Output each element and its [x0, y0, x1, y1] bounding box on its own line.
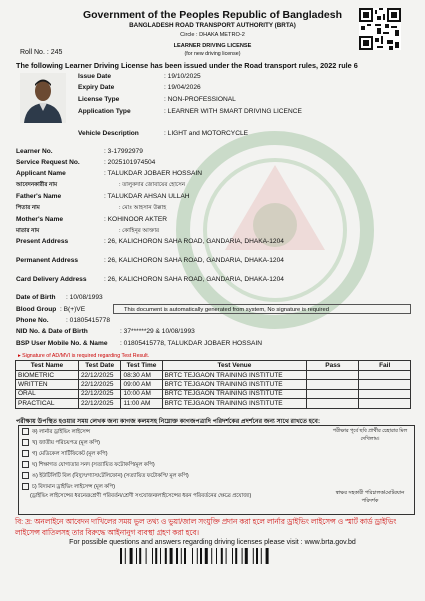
table-cell	[307, 371, 359, 380]
gov-title: Government of the Peoples Republic of Bangladesh	[82, 9, 343, 21]
field-label: পিতার নাম	[16, 205, 40, 211]
field-value: : মোঃ আহসান উল্লাহ	[119, 205, 167, 211]
table-row	[16, 380, 411, 389]
checklist-item: ক) লার্নার ড্রাইভিং লাইসেন্স	[22, 428, 90, 437]
barcode-bar	[139, 548, 141, 564]
checklist-item: (ড্রাইভিং লাইসেন্সের ধরনের/শ্রেণী পরিবর্তন/শ্রেণী সংযোজন/লাইসেন্সের ধরন পরিবর্তনের ক্ষেত্রে প্রযোজ্য)	[30, 493, 252, 499]
barcode-bar	[125, 548, 126, 564]
table-cell: BRTC TEJGAON TRAINING INSTITUTE	[162, 399, 307, 408]
signature-note: ▸ Signature of AD/MVI is required regarding Test Result.	[18, 353, 150, 359]
barcode-bar	[160, 548, 161, 564]
circle-name: Circle : DHAKA METRO-2	[180, 32, 245, 38]
field-label: Service Request No.	[16, 159, 80, 166]
table-cell: BIOMETRIC	[16, 371, 79, 380]
table-cell: 09:00 AM	[121, 380, 162, 389]
field-value: : B(+)VE	[60, 306, 86, 313]
field-label: Vehicle Description	[78, 130, 139, 137]
field-value: : 19/10/2025	[164, 73, 201, 80]
table-cell	[359, 371, 411, 380]
column-header: Pass	[307, 361, 359, 371]
authority-name: BANGLADESH ROAD TRANSPORT AUTHORITY (BRTA)	[129, 22, 296, 29]
table-cell: 22/12/2025	[78, 371, 121, 380]
column-header: Test Date	[78, 361, 121, 371]
field-value: : 3-17992979	[104, 148, 143, 155]
table-row	[16, 399, 411, 408]
barcode-bar	[130, 548, 133, 564]
column-header: Test Time	[121, 361, 162, 371]
field-value: : NON-PROFESSIONAL	[164, 96, 236, 103]
brta-emblem-watermark	[175, 130, 375, 330]
barcode	[120, 548, 310, 564]
barcode-bar	[245, 548, 248, 564]
checkbox-icon	[22, 428, 29, 435]
field-value: : 01805415778	[66, 317, 111, 324]
field-value: : 19/04/2026	[164, 84, 201, 91]
barcode-bar	[197, 548, 198, 564]
qr-code	[359, 8, 401, 50]
field-label: Permanent Address	[16, 257, 79, 264]
table-cell: 22/12/2025	[78, 389, 121, 398]
field-value: : 37******29 & 10/08/1993	[120, 328, 195, 335]
table-cell	[307, 389, 359, 398]
checklist-title: পরীক্ষায় উপস্থিত হওয়ার সময় লেখক জন্য কাগজ কলমসহ নিম্নোক্ত কাগজপত্রাদি পরিদর্শকের প্রদর্শনের জন্য সাথে রাখতে হবে:	[16, 418, 321, 425]
table-cell	[359, 389, 411, 398]
barcode-bar	[266, 548, 269, 564]
field-value: : 01805415778, TALUKDAR JOBAER HOSSAIN	[120, 340, 262, 347]
field-label: Date of Birth	[16, 294, 56, 301]
table-cell: BRTC TEJGAON TRAINING INSTITUTE	[162, 371, 307, 380]
checkbox-icon	[22, 450, 29, 457]
field-label: Present Address	[16, 238, 69, 245]
field-value: : TALUKDAR JOBAER HOSSAIN	[104, 170, 202, 177]
barcode-bar	[253, 548, 254, 564]
barcode-bar	[176, 548, 178, 564]
barcode-bar	[136, 548, 137, 564]
field-label: মাতার নাম	[16, 228, 40, 234]
table-cell: ORAL	[16, 389, 79, 398]
fraud-warning: বি: দ্র: অনলাইনে আবেদন দাখিলের সময় ভুল তথ্য ও ভুয়া/জাল সংযুক্তি প্রদান করা হলে লার্নার ড্রাইভিং লাইসেন্স ও স্মার্ট কার্ড ড্রাইভিং লাইসেন্স বাতিলসহ তার বিরুদ্ধে আইনানুগ ব্যবস্থা গ্রহণ করা হবে।	[15, 517, 397, 537]
barcode-bar	[232, 548, 233, 564]
field-label: Applicant Name	[16, 170, 66, 177]
field-value: : TALUKDAR AHSAN ULLAH	[104, 193, 190, 200]
checklist-item: চ) বিদ্যমান ড্রাইভিং লাইসেন্স (মূল কপি)	[22, 483, 115, 492]
field-label: Father's Name	[16, 193, 62, 200]
field-value: : 10/08/1993	[66, 294, 103, 301]
table-cell: BRTC TEJGAON TRAINING INSTITUTE	[162, 389, 307, 398]
barcode-bar	[221, 548, 223, 564]
barcode-bar	[200, 548, 202, 564]
checkbox-icon	[22, 439, 29, 446]
field-value: : তালুকদার জোবায়ের হোসেন	[119, 182, 186, 188]
field-label: NID No. & Date of Birth	[16, 328, 88, 335]
column-header: Fail	[359, 361, 411, 371]
checklist-item: খ) জাতীয় পরিচয়পত্র (মূল কপি)	[22, 439, 100, 448]
table-row	[16, 371, 411, 380]
barcode-bar	[211, 548, 212, 564]
field-value: : 2025101974504	[104, 159, 156, 166]
checkbox-icon	[22, 461, 29, 468]
photo-match-note: পরীক্ষার পূর্বে ছবি প্রার্থীর চেহারার মিল দেখিলাম।	[332, 428, 408, 442]
field-label: Phone No.	[16, 317, 49, 324]
field-value: : LEARNER WITH SMART DRIVING LICENCE	[164, 108, 302, 115]
field-label: আবেদনকারীর নাম	[16, 182, 58, 188]
table-cell: 11:00 AM	[121, 399, 162, 408]
field-label: Application Type	[78, 108, 131, 115]
barcode-bar	[205, 548, 208, 564]
table-cell: PRACTICAL	[16, 399, 79, 408]
field-value: : 26, KALICHORON SAHA ROAD, GANDARIA, DHAKA-1204	[104, 238, 284, 245]
barcode-bar	[152, 548, 153, 564]
field-label: License Type	[78, 96, 120, 103]
table-cell: BRTC TEJGAON TRAINING INSTITUTE	[162, 380, 307, 389]
field-value: : 26, KALICHORON SAHA ROAD, GANDARIA, DHAKA-1204	[104, 276, 284, 283]
field-label: Learner No.	[16, 148, 53, 155]
barcode-bar	[165, 548, 167, 564]
field-label: BSP User Mobile No. & Name	[16, 340, 108, 347]
barcode-bar	[242, 548, 243, 564]
barcode-bar	[146, 548, 147, 564]
officer-signature-note: স্বাক্ষর সহকারী পরিচালক/মোটরযান পরিদর্শক	[335, 490, 405, 504]
field-label: Card Delivery Address	[16, 276, 87, 283]
checklist-item: ঙ) ইউটিলিটি বিল (বিদ্যুৎ/গ্যাস/টেলিফোন) (সত্যায়িত ফটোকপি/ মূল কপি)	[22, 472, 189, 481]
barcode-bar	[235, 548, 237, 564]
table-cell: WRITTEN	[16, 380, 79, 389]
test-schedule-table	[15, 360, 411, 409]
barcode-bar	[216, 548, 217, 564]
issue-notice: The following Learner Driving License has been issued under the Road transport rules, 2022 rule 6	[16, 61, 358, 70]
table-cell: 10:00 AM	[121, 389, 162, 398]
checkbox-icon	[22, 472, 29, 479]
barcode-bar	[192, 548, 193, 564]
applicant-photo	[20, 73, 66, 123]
barcode-bar	[226, 548, 227, 564]
license-subtitle: (for new driving license)	[184, 51, 241, 57]
field-label: Issue Date	[78, 73, 111, 80]
checklist-item: গ) মেডিকেল সার্টিফিকেট (মূল কপি)	[22, 450, 108, 459]
column-header: Test Venue	[162, 361, 307, 371]
checkbox-icon	[22, 483, 29, 490]
footer-info: For possible questions and answers regarding driving licenses please visit : www.brta.gov.bd	[69, 539, 356, 546]
table-cell: 08:30 AM	[121, 371, 162, 380]
table-cell	[307, 380, 359, 389]
system-generated-note: This document is automatically generated from system, No signature is required	[113, 304, 411, 314]
barcode-bar	[155, 548, 157, 564]
barcode-bar	[120, 548, 122, 564]
barcode-bar	[181, 548, 182, 564]
table-row	[16, 389, 411, 398]
license-title: LEARNER DRIVING LICENSE	[173, 43, 252, 49]
field-label: Expiry Date	[78, 84, 115, 91]
signature-note-text: Signature of AD/MVI is required regarding Test Result.	[22, 353, 150, 359]
column-header: Test Name	[16, 361, 79, 371]
barcode-bar	[256, 548, 258, 564]
field-label: Blood Group	[16, 306, 57, 313]
checklist-item: ঘ) শিক্ষাগত যোগ্যতার সনদ (সত্যায়িত ফটোকপি/মূল কপি)	[22, 461, 155, 470]
field-value: : 26, KALICHORON SAHA ROAD, GANDARIA, DHAKA-1204	[104, 257, 284, 264]
table-cell	[307, 399, 359, 408]
field-value: : LIGHT and MOTORCYCLE	[164, 130, 249, 137]
table-cell: 22/12/2025	[78, 399, 121, 408]
table-cell	[359, 380, 411, 389]
table-cell	[359, 399, 411, 408]
field-label: Mother's Name	[16, 216, 64, 223]
barcode-bar	[170, 548, 173, 564]
table-cell: 22/12/2025	[78, 380, 121, 389]
field-value: : কোহিনূর আক্তার	[119, 228, 160, 234]
table-header-row	[16, 361, 411, 371]
roll-number: Roll No. : 245	[20, 49, 63, 56]
field-value: : KOHINOOR AKTER	[104, 216, 168, 223]
barcode-bar	[261, 548, 262, 564]
barcode-bar	[184, 548, 186, 564]
